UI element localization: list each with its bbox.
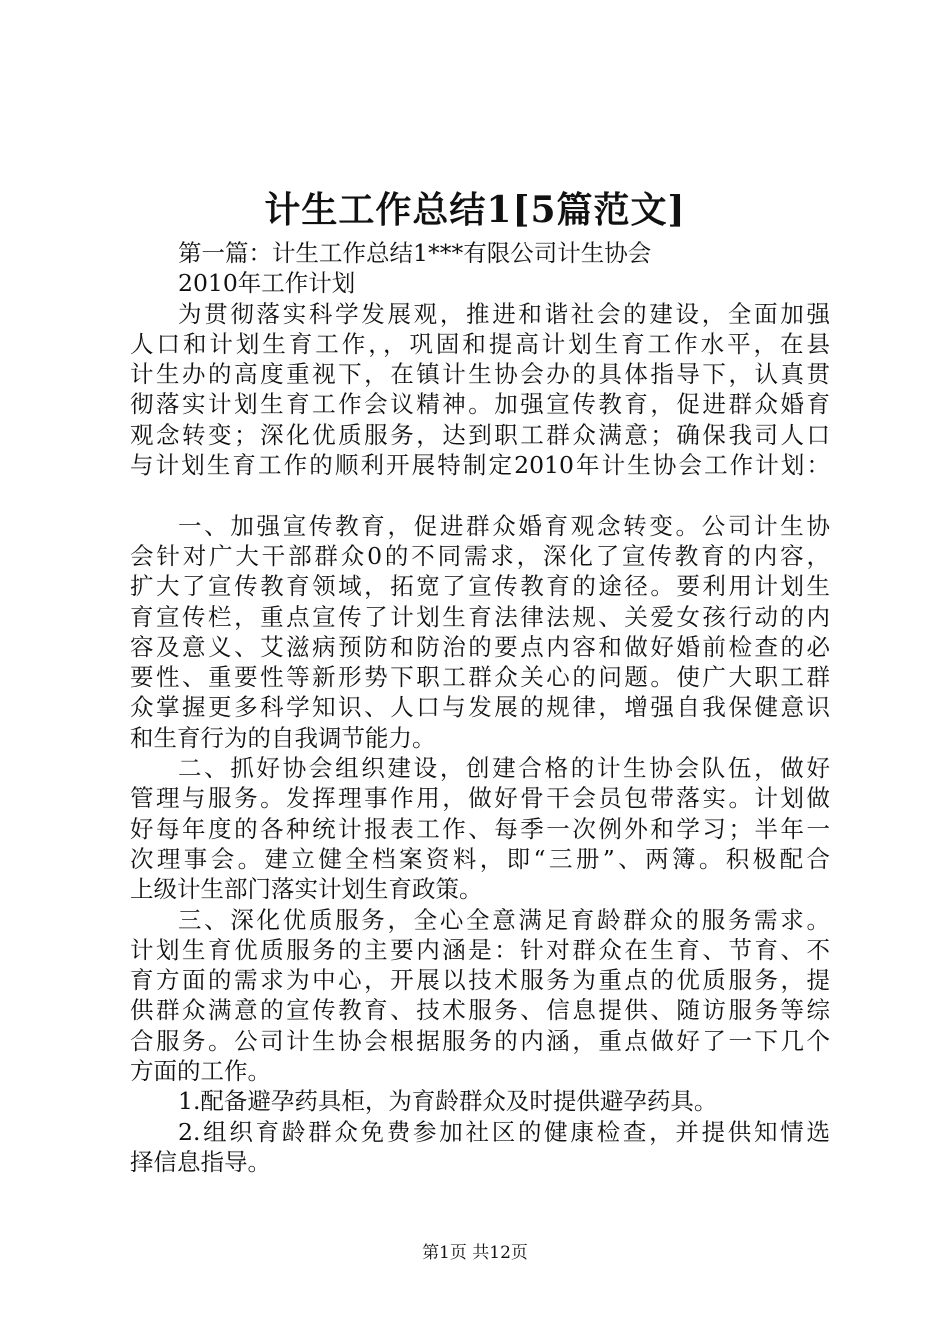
text-line: 会针对广大干部群众0的不同需求，深化了宣传教育的内容， xyxy=(130,541,830,570)
text-line: 合服务。公司计生协会根据服务的内涵，重点做好了一下几个 xyxy=(130,1026,830,1055)
text-line: 第一篇：计生工作总结1***有限公司计生协会 xyxy=(178,239,652,267)
text-line: 扩大了宣传教育领域，拓宽了宣传教育的途径。要利用计划生 xyxy=(130,572,830,601)
text-line: 2.组织育龄群众免费参加社区的健康检查，并提供知情选 xyxy=(178,1117,830,1146)
text-line: 2010年工作计划 xyxy=(178,269,356,298)
text-line: 一、加强宣传教育，促进群众婚育观念转变。公司计生协 xyxy=(178,511,830,540)
text-line: 1.配备避孕药具柜，为育龄群众及时提供避孕药具。 xyxy=(178,1087,718,1116)
text-line: 众掌握更多科学知识、人口与发展的规律，增强自我保健意识 xyxy=(130,693,830,722)
text-line: 容及意义、艾滋病预防和防治的要点内容和做好婚前检查的必 xyxy=(130,632,830,661)
text-line: 彻落实计划生育工作会议精神。加强宣传教育，促进群众婚育 xyxy=(130,390,830,419)
text-line: 次理事会。建立健全档案资料，即“三册”、两簿。积极配合 xyxy=(130,844,830,873)
blank-line xyxy=(130,480,830,510)
text-line: 与计划生育工作的顺利开展特制定2010年计生协会工作计划： xyxy=(130,451,830,480)
document-body xyxy=(130,238,830,1177)
text-line: 人口和计划生育工作，，巩固和提高计划生育工作水平，在县 xyxy=(130,329,830,358)
text-line: 育方面的需求为中心，开展以技术服务为重点的优质服务，提 xyxy=(130,966,830,995)
text-line: 和生育行为的自我调节能力。 xyxy=(130,723,436,752)
text-line: 方面的工作。 xyxy=(130,1057,271,1086)
text-line: 要性、重要性等新形势下职工群众关心的问题。使广大职工群 xyxy=(130,663,830,692)
document-title: 计生工作总结1[5篇范文] xyxy=(264,189,686,231)
text-line: 好每年度的各种统计报表工作、每季一次例外和学习；半年一 xyxy=(130,814,830,843)
text-line: 三、深化优质服务，全心全意满足育龄群众的服务需求。 xyxy=(178,905,830,934)
text-line: 上级计生部门落实计划生育政策。 xyxy=(130,875,483,904)
text-line: 供群众满意的宣传教育、技术服务、信息提供、随访服务等综 xyxy=(130,996,830,1025)
text-line: 计划生育优质服务的主要内涵是：针对群众在生育、节育、不 xyxy=(130,935,830,964)
text-line: 观念转变；深化优质服务，达到职工群众满意；确保我司人口 xyxy=(130,420,830,449)
text-line: 择信息指导。 xyxy=(130,1147,271,1176)
text-line: 管理与服务。发挥理事作用，做好骨干会员包带落实。计划做 xyxy=(130,784,830,813)
page-footer: 第1页 共12页 xyxy=(422,1243,528,1263)
text-line: 计生办的高度重视下，在镇计生协会办的具体指导下，认真贯 xyxy=(130,360,830,389)
text-line: 二、抓好协会组织建设，创建合格的计生协会队伍，做好 xyxy=(178,754,830,783)
text-line: 为贯彻落实科学发展观，推进和谐社会的建设，全面加强 xyxy=(178,299,830,328)
text-line: 育宣传栏，重点宣传了计划生育法律法规、关爱女孩行动的内 xyxy=(130,602,830,631)
